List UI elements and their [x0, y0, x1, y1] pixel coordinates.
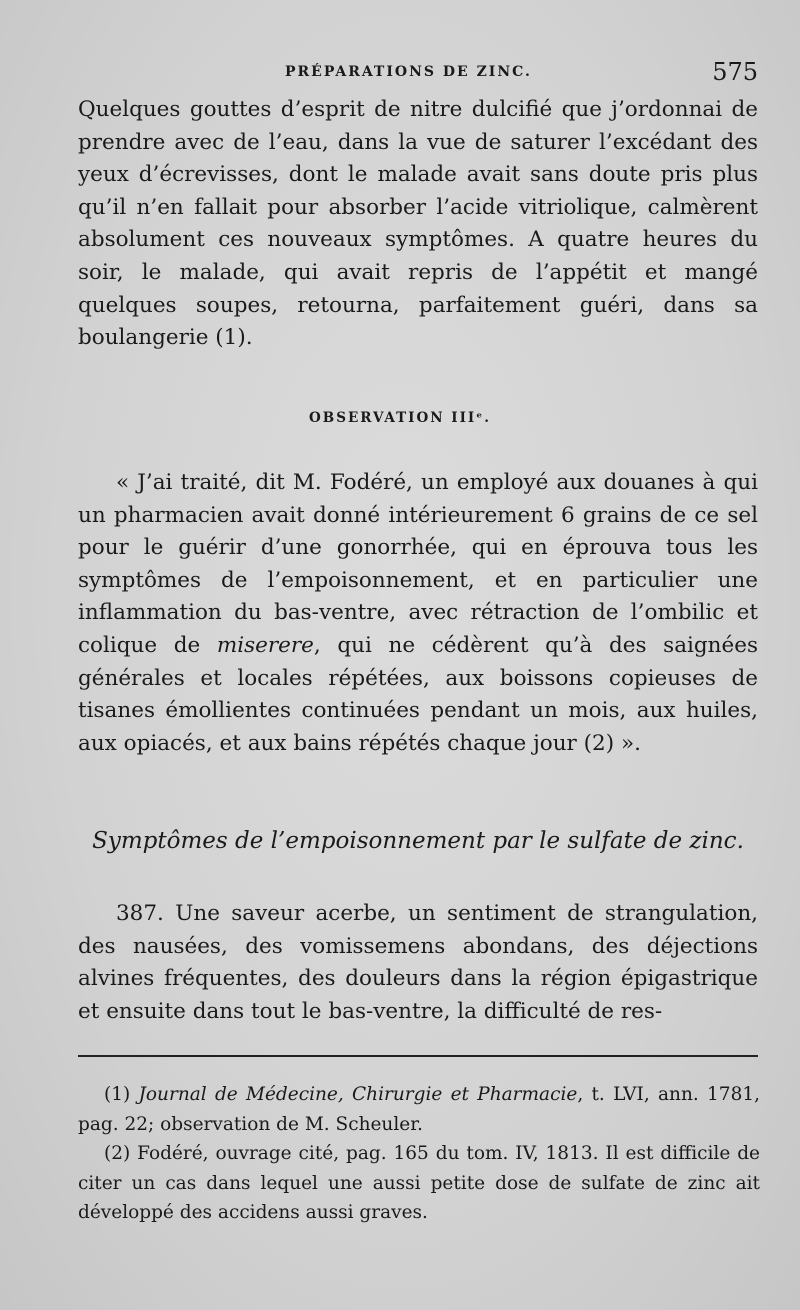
paragraph-387-block [78, 898, 758, 1028]
page-number: 575 [712, 58, 758, 86]
footnotes [78, 1080, 760, 1228]
running-title: PRÉPARATIONS DE ZINC. [285, 64, 532, 80]
paragraph-387: 387. Une saveur acerbe, un sentiment de strangulation, des nausées, des vomissemens abondans, des déjections alvines fréquentes, des douleurs dans la région épigastrique et ensuite dans tout le bas-ventre, la difficulté de res- [78, 901, 758, 1024]
observation-heading: OBSERVATION IIIᵉ. [309, 410, 491, 426]
footnote-2: (2) Fodéré, ouvrage cité, pag. 165 du tom. IV, 1813. Il est difficile de citer un cas dans lequel une aussi petite dose de sulfate de zinc ait développé des accidens aussi graves. [78, 1143, 760, 1223]
footnote-1 [78, 1080, 760, 1139]
quote-text-part2: , qui ne cédèrent qu’à des saignées générales et locales répétées, aux boissons copieuses de tisanes émollientes continuées pendant un mois, aux huiles, aux opiacés, et aux bains répétés chaque jour (2) ». [78, 632, 758, 756]
section-title: Symptômes de l’empoisonnement par le sulfate de zinc. [92, 828, 744, 854]
footnote-1-rest: , t. LVI, ann. 1781, pag. 22; observation de M. Scheuler. [78, 1084, 760, 1135]
footnote-1-journal-title: Journal de Médecine, Chirurgie et Pharmacie [138, 1084, 578, 1105]
opening-paragraph-block [78, 94, 758, 355]
quote-paragraph [78, 467, 758, 760]
footnote-1-marker: (1) [104, 1084, 139, 1105]
quote-italic-term: miserere [216, 632, 314, 658]
quote-paragraph-block [78, 467, 758, 760]
page-header [0, 58, 800, 98]
opening-paragraph: Quelques gouttes d’esprit de nitre dulcifié que j’ordonnai de prendre avec de l’eau, dans la vue de saturer l’excédant des yeux d’écrevisses, dont le malade avait sans doute pris plus qu’il n’en fallait pour absorber l’acide vitriolique, calmèrent absolument ces nouveaux symptômes. A quatre heures du soir, le malade, qui avait repris de l’appétit et mangé quelques soupes, retourna, parfaitement guéri, dans sa boulangerie (1). [78, 97, 758, 351]
footnote-divider [78, 1055, 758, 1057]
quote-text-part1: « J’ai traité, dit M. Fodéré, un employé aux douanes à qui un pharmacien avait donné intérieurement 6 grains de ce sel pour le guérir d’une gonorrhée, qui en éprouva tous les symptômes de l’empoisonnement, et en particulier une inflammation du bas-ventre, avec rétraction de l’ombilic et colique de [78, 470, 758, 658]
